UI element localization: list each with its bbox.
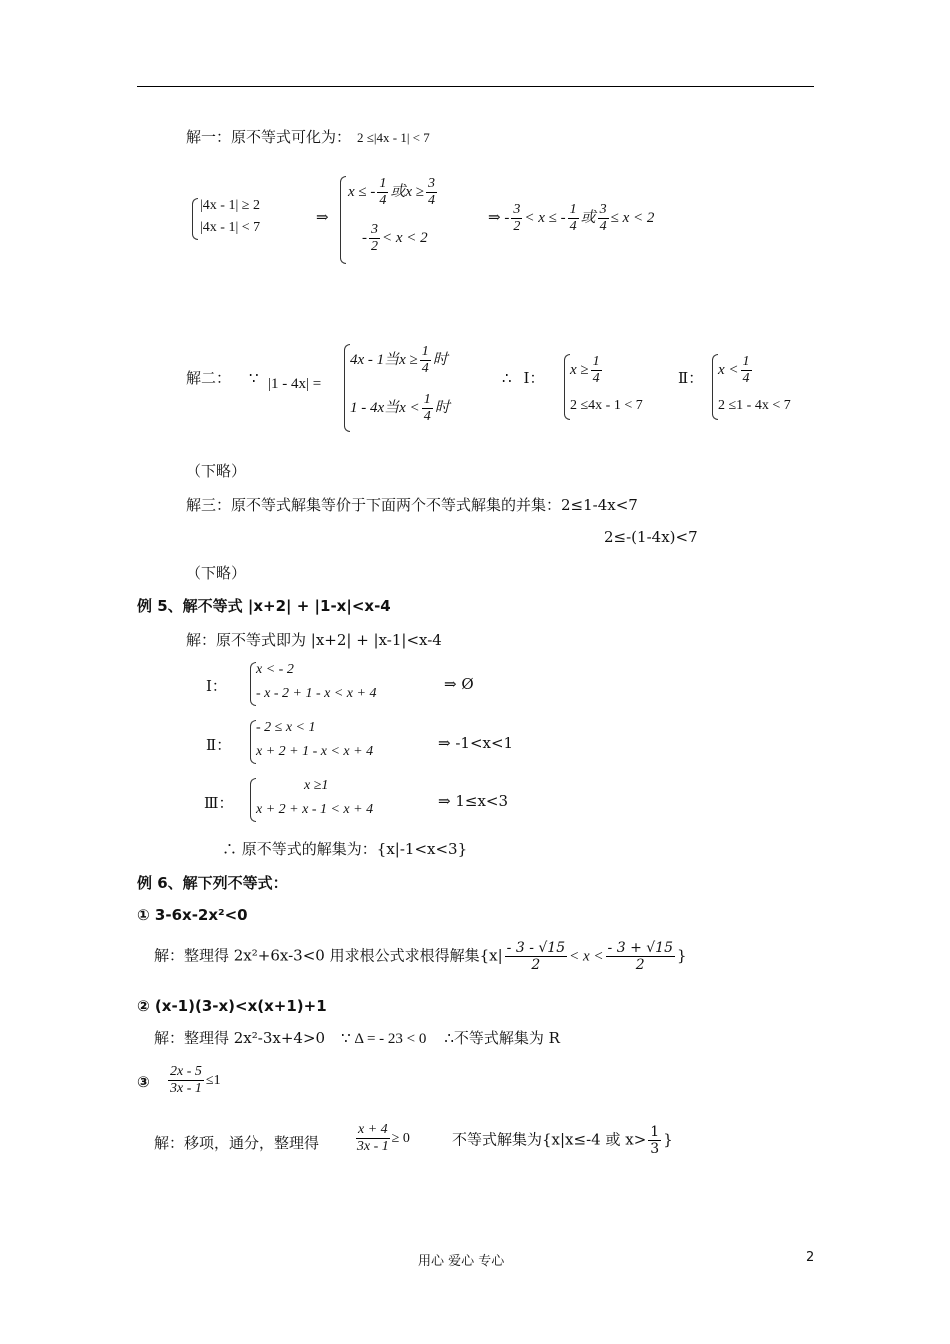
ex5-c1-res: ⇒ Ø: [444, 675, 474, 693]
ex6-p1: ① 3-6x-2x²<0: [137, 906, 248, 924]
ex6-p3-label: ③: [137, 1073, 150, 1091]
sol2-c2-b: 2 ≤1 - 4x < 7: [718, 398, 791, 413]
ex5-c3-a: x ≥1: [304, 778, 329, 793]
ex6-title: 例 6、解下列不等式：: [137, 874, 288, 892]
sol1-result: ⇒ - $\frac{3}{2}$ < x ≤ - $\frac{1}{4}$ 或 $\frac{3}{4}$ ≤ x < 2: [488, 202, 655, 234]
sol3-intro: 解三：原不等式解集等价于下面两个不等式解集的并集：2≤1-4x<7: [186, 496, 638, 514]
sys1-brace: [192, 198, 198, 240]
header-rule: [137, 86, 814, 87]
ex5-c2-b: x + 2 + 1 - x < x + 4: [256, 744, 374, 759]
sol2-c2-a: x < $\frac{1}{4}$: [718, 354, 750, 386]
sol2-c2-label: Ⅱ：: [678, 369, 704, 387]
sol2-therefore: ∴ Ⅰ：: [502, 369, 545, 387]
ex5-c2-res: ⇒ -1<x<1: [438, 734, 514, 752]
sol1-intro: 解一：原不等式可化为： 2 ≤|4x - 1| < 7: [186, 128, 430, 146]
ex5-conclusion: ∴ 原不等式的解集为：{x|-1<x<3}: [222, 840, 468, 858]
implies-1: ⇒: [316, 208, 329, 226]
ex6-p1-sol: 解：整理得 2x²+6x-3<0 用求根公式求根得解集{x| $\frac{- 3 - √15}{2}$ < x < $\frac{- 3 + √15}{2}$ }: [154, 940, 687, 973]
sys2-b: - $\frac{3}{2}$ < x < 2: [362, 222, 428, 254]
sol2-c1-b: 2 ≤4x - 1 < 7: [570, 398, 643, 413]
ex6-p2: ② (x-1)(3-x)<x(x+1)+1: [137, 997, 327, 1015]
ex5-c3-res: ⇒ 1≤x<3: [438, 792, 509, 810]
ex5-c3-b: x + 2 + x - 1 < x + 4: [256, 802, 374, 817]
sol2-omit: （下略）: [186, 462, 247, 480]
sys2-a: x ≤ - $\frac{1}{4}$ 或x ≥ $\frac{3}{4}$: [348, 176, 436, 208]
ex5-c1-b: - x - 2 + 1 - x < x + 4: [256, 686, 377, 701]
ex6-p3-sol-expr: $\frac{x + 4}{3x - 1}$ ≥ 0: [356, 1122, 410, 1154]
sol2-intro: 解二： ∵: [186, 369, 259, 387]
ex5-c3-label: Ⅲ：: [204, 794, 234, 812]
ex6-p3-expr: $\frac{2x - 5}{3x - 1}$ ≤1: [170, 1064, 221, 1096]
sol3-line2: 2≤-(1-4x)<7: [604, 528, 698, 546]
ex5-title: 例 5、解不等式 |x+2| + |1-x|<x-4: [137, 597, 391, 615]
sol2-case2: 1 - 4x当x < $\frac{1}{4}$ 时: [350, 392, 450, 424]
sys2-brace: [340, 176, 346, 264]
ex5-c2-label: Ⅱ：: [206, 736, 232, 754]
sol2-abs: |1 - 4x| =: [268, 376, 322, 392]
ex6-p2-sol: 解：整理得 2x²-3x+4>0 ∵ Δ = - 23 < 0 ∴不等式解集为 R: [154, 1029, 560, 1047]
ex5-c2-a: - 2 ≤ x < 1: [256, 720, 316, 735]
ex5-c1-a: x < - 2: [256, 662, 294, 677]
ex6-p3-sol: 解：移项，通分，整理得: [154, 1134, 320, 1152]
ex5-c1-label: Ⅰ：: [206, 677, 227, 695]
ex5-sol: 解：原不等式即为 |x+2| + |x-1|<x-4: [186, 631, 442, 649]
footer-slogan: 用心 爱心 专心: [418, 1254, 505, 1269]
sol2-c1-a: x ≥ $\frac{1}{4}$: [570, 354, 600, 386]
sys1-a: |4x - 1| ≥ 2: [200, 198, 260, 213]
sys1-b: |4x - 1| < 7: [200, 220, 261, 235]
ex6-p3-res: 不等式解集为{x|x≤-4 或 x> $\frac{1}{3}$ }: [452, 1124, 673, 1157]
page-number: 2: [806, 1250, 815, 1265]
sol3-omit: （下略）: [186, 564, 247, 582]
sol2-case1: 4x - 1当x ≥ $\frac{1}{4}$ 时: [350, 344, 448, 376]
